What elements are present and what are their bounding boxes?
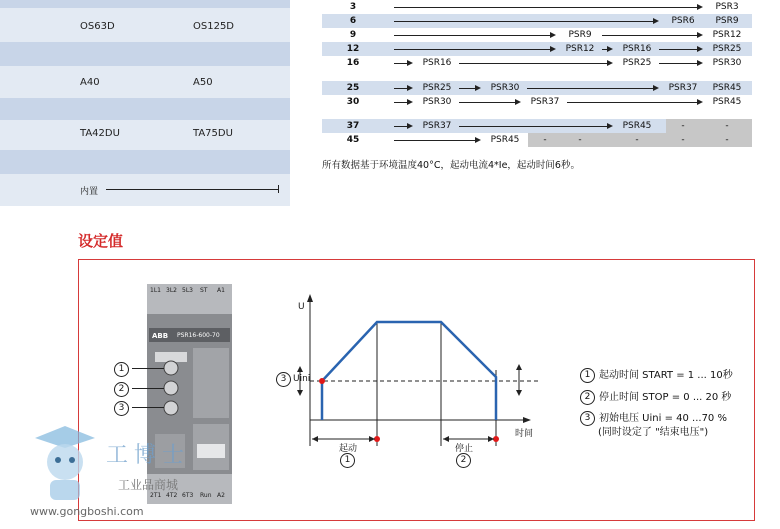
left-table-row	[0, 8, 290, 42]
progression-arrow-line	[659, 63, 697, 64]
row-current-label: 37	[346, 121, 360, 131]
device-terminal: 4T2	[166, 492, 178, 499]
arrow-left	[312, 436, 318, 442]
section-title: 设定值	[78, 232, 124, 250]
progression-arrow-line	[394, 7, 697, 8]
left-table-band	[0, 42, 290, 66]
progression-arrow-line	[659, 49, 697, 50]
progression-arrow-line	[459, 63, 607, 64]
progression-arrow-line	[602, 35, 697, 36]
callout-3: 3	[114, 401, 129, 416]
soft-starter-device	[147, 284, 232, 504]
starter-model-cell: -	[681, 121, 685, 131]
legend-text: 初始电压 Uini = 40 ...70 %	[599, 413, 727, 424]
diagram-callout-3: 3	[276, 372, 291, 387]
left-cell: TA42DU	[80, 128, 120, 139]
legend-num: 2	[580, 390, 595, 405]
arrow-right-icon	[407, 123, 413, 129]
starter-model-cell: PSR30	[712, 58, 742, 68]
x-axis-arrow	[523, 417, 531, 423]
starter-model-cell: PSR30	[422, 97, 452, 107]
callout-1: 1	[114, 362, 129, 377]
arrow-right-icon	[475, 85, 481, 91]
arrow-right-icon	[697, 32, 703, 38]
device-terminal: 2T1	[150, 492, 162, 499]
voltage-ramp-diagram	[270, 290, 560, 480]
progression-arrow-line	[459, 102, 515, 103]
arrow-right-icon	[607, 60, 613, 66]
left-table-row	[0, 174, 290, 206]
device-terminal: Run	[200, 492, 212, 499]
y-axis-arrow	[307, 294, 313, 302]
callout-2: 2	[114, 382, 129, 397]
row-current-label: 9	[349, 30, 357, 40]
voltage-profile	[322, 322, 496, 420]
stop-label: 停止	[455, 444, 474, 454]
arrow-right-icon	[653, 18, 659, 24]
device-terminal: 3L2	[166, 287, 177, 294]
starter-model-cell: PSR45	[712, 97, 742, 107]
starter-model-cell: -	[635, 135, 639, 145]
left-cell: TA75DU	[193, 128, 233, 139]
starter-model-cell: -	[725, 135, 729, 145]
progression-arrow-line	[567, 102, 697, 103]
row-current-label: 25	[346, 83, 360, 93]
arrow-right-icon	[607, 46, 613, 52]
left-cell: OS125D	[193, 21, 235, 32]
left-table-band	[0, 98, 290, 120]
legend-text: 起动时间 START = 1 ... 10秒	[599, 370, 733, 381]
starter-model-cell: PSR37	[530, 97, 560, 107]
left-table-row	[0, 66, 290, 98]
row-current-label: 16	[346, 58, 360, 68]
table-note: 所有数据基于环境温度40°C，起动电流4*Ie，起动时间6秒。	[322, 160, 580, 171]
callout-line	[132, 388, 164, 389]
builtin-line-end	[278, 185, 279, 193]
arrow-right-icon	[515, 99, 521, 105]
mascot-icon	[30, 420, 100, 505]
arrow-right-icon	[475, 137, 481, 143]
row-current-label: 6	[349, 16, 357, 26]
legend-subtext: (同时设定了 "结束电压")	[598, 427, 709, 438]
starter-model-cell: PSR12	[712, 30, 742, 40]
builtin-line	[106, 189, 278, 190]
device-brand: ABB	[152, 332, 169, 340]
legend-text: 停止时间 STOP = 0 ... 20 秒	[599, 392, 732, 403]
arrow-down	[516, 390, 522, 396]
device-terminal: 6T3	[182, 492, 194, 499]
device-svg	[147, 284, 232, 504]
starter-model-cell: PSR12	[565, 44, 595, 54]
left-cell: A50	[193, 77, 213, 88]
arrow-right-icon	[550, 46, 556, 52]
arrow-left	[443, 436, 449, 442]
arrow-right-icon	[407, 60, 413, 66]
starter-model-cell: PSR9	[568, 30, 592, 40]
starter-model-cell: PSR45	[490, 135, 520, 145]
uini-label: Uini	[293, 374, 311, 384]
progression-arrow-line	[394, 63, 407, 64]
starter-model-cell: PSR30	[490, 83, 520, 93]
watermark-tagline: 工业品商城	[118, 478, 179, 492]
arrow-right	[369, 436, 375, 442]
arrow-right-icon	[697, 4, 703, 10]
starter-model-cell: PSR45	[712, 83, 742, 93]
arrow-right-icon	[697, 99, 703, 105]
starter-model-cell: -	[543, 135, 547, 145]
left-table-band	[0, 0, 290, 8]
progression-arrow-line	[394, 49, 550, 50]
watermark-url: www.gongboshi.com	[30, 505, 144, 518]
row-current-label: 45	[346, 135, 360, 145]
arrow-down	[297, 390, 303, 396]
legend-num: 1	[580, 368, 595, 383]
x-axis-label: 时间	[515, 429, 534, 439]
device-terminal: A2	[217, 492, 225, 499]
progression-arrow-line	[527, 88, 653, 89]
starter-model-cell: PSR9	[715, 16, 739, 26]
starter-model-cell: PSR25	[712, 44, 742, 54]
device-terminal: 1L1	[150, 287, 161, 294]
starter-model-cell: PSR6	[671, 16, 695, 26]
arrow-right-icon	[550, 32, 556, 38]
left-cell: A40	[80, 77, 100, 88]
starter-model-cell: PSR45	[622, 121, 652, 131]
start-label: 起动	[339, 444, 358, 454]
legend-item	[580, 366, 733, 383]
progression-arrow-line	[394, 88, 407, 89]
starter-model-cell: PSR3	[715, 2, 739, 12]
arrow-right-icon	[607, 123, 613, 129]
starter-model-cell: -	[725, 121, 729, 131]
progression-arrow-line	[394, 102, 407, 103]
device-terminal: A1	[217, 287, 225, 294]
watermark-brand: 工博士	[106, 443, 191, 468]
starter-model-cell: PSR25	[622, 58, 652, 68]
starter-model-cell: -	[681, 135, 685, 145]
device-model: PSR16-600-70	[177, 332, 220, 339]
arrow-up	[297, 366, 303, 372]
arrow-right-icon	[697, 46, 703, 52]
starter-model-cell: PSR37	[422, 121, 452, 131]
progression-arrow-line	[394, 140, 475, 141]
row-current-label: 3	[349, 2, 357, 12]
left-table-band	[0, 150, 290, 174]
progression-arrow-line	[394, 21, 653, 22]
device-terminal: ST	[200, 287, 208, 294]
stop-num: 2	[456, 453, 471, 468]
progression-arrow-line	[459, 126, 607, 127]
device-terminal: 5L3	[182, 287, 193, 294]
progression-arrow-line	[394, 35, 550, 36]
row-current-label: 30	[346, 97, 360, 107]
callout-line	[132, 368, 164, 369]
callout-line	[132, 407, 164, 408]
progression-arrow-line	[394, 126, 407, 127]
left-table-row	[0, 120, 290, 150]
arrow-up	[516, 364, 522, 370]
row-current-label: 12	[346, 44, 360, 54]
starter-model-cell: PSR25	[422, 83, 452, 93]
arrow-right-icon	[653, 85, 659, 91]
arrow-right-icon	[697, 60, 703, 66]
progression-arrow-line	[459, 88, 475, 89]
start-num: 1	[340, 453, 355, 468]
starter-model-cell: PSR16	[422, 58, 452, 68]
legend-item	[580, 388, 731, 405]
y-axis-label: U	[298, 302, 305, 312]
left-cell: OS63D	[80, 21, 115, 32]
arrow-right	[488, 436, 494, 442]
starter-model-cell: -	[578, 135, 582, 145]
builtin-label: 内置	[80, 187, 99, 197]
arrow-right-icon	[407, 99, 413, 105]
uini-dot	[319, 378, 325, 384]
legend-num: 3	[580, 411, 595, 426]
starter-model-cell: PSR16	[622, 44, 652, 54]
arrow-right-icon	[407, 85, 413, 91]
starter-model-cell: PSR37	[668, 83, 698, 93]
